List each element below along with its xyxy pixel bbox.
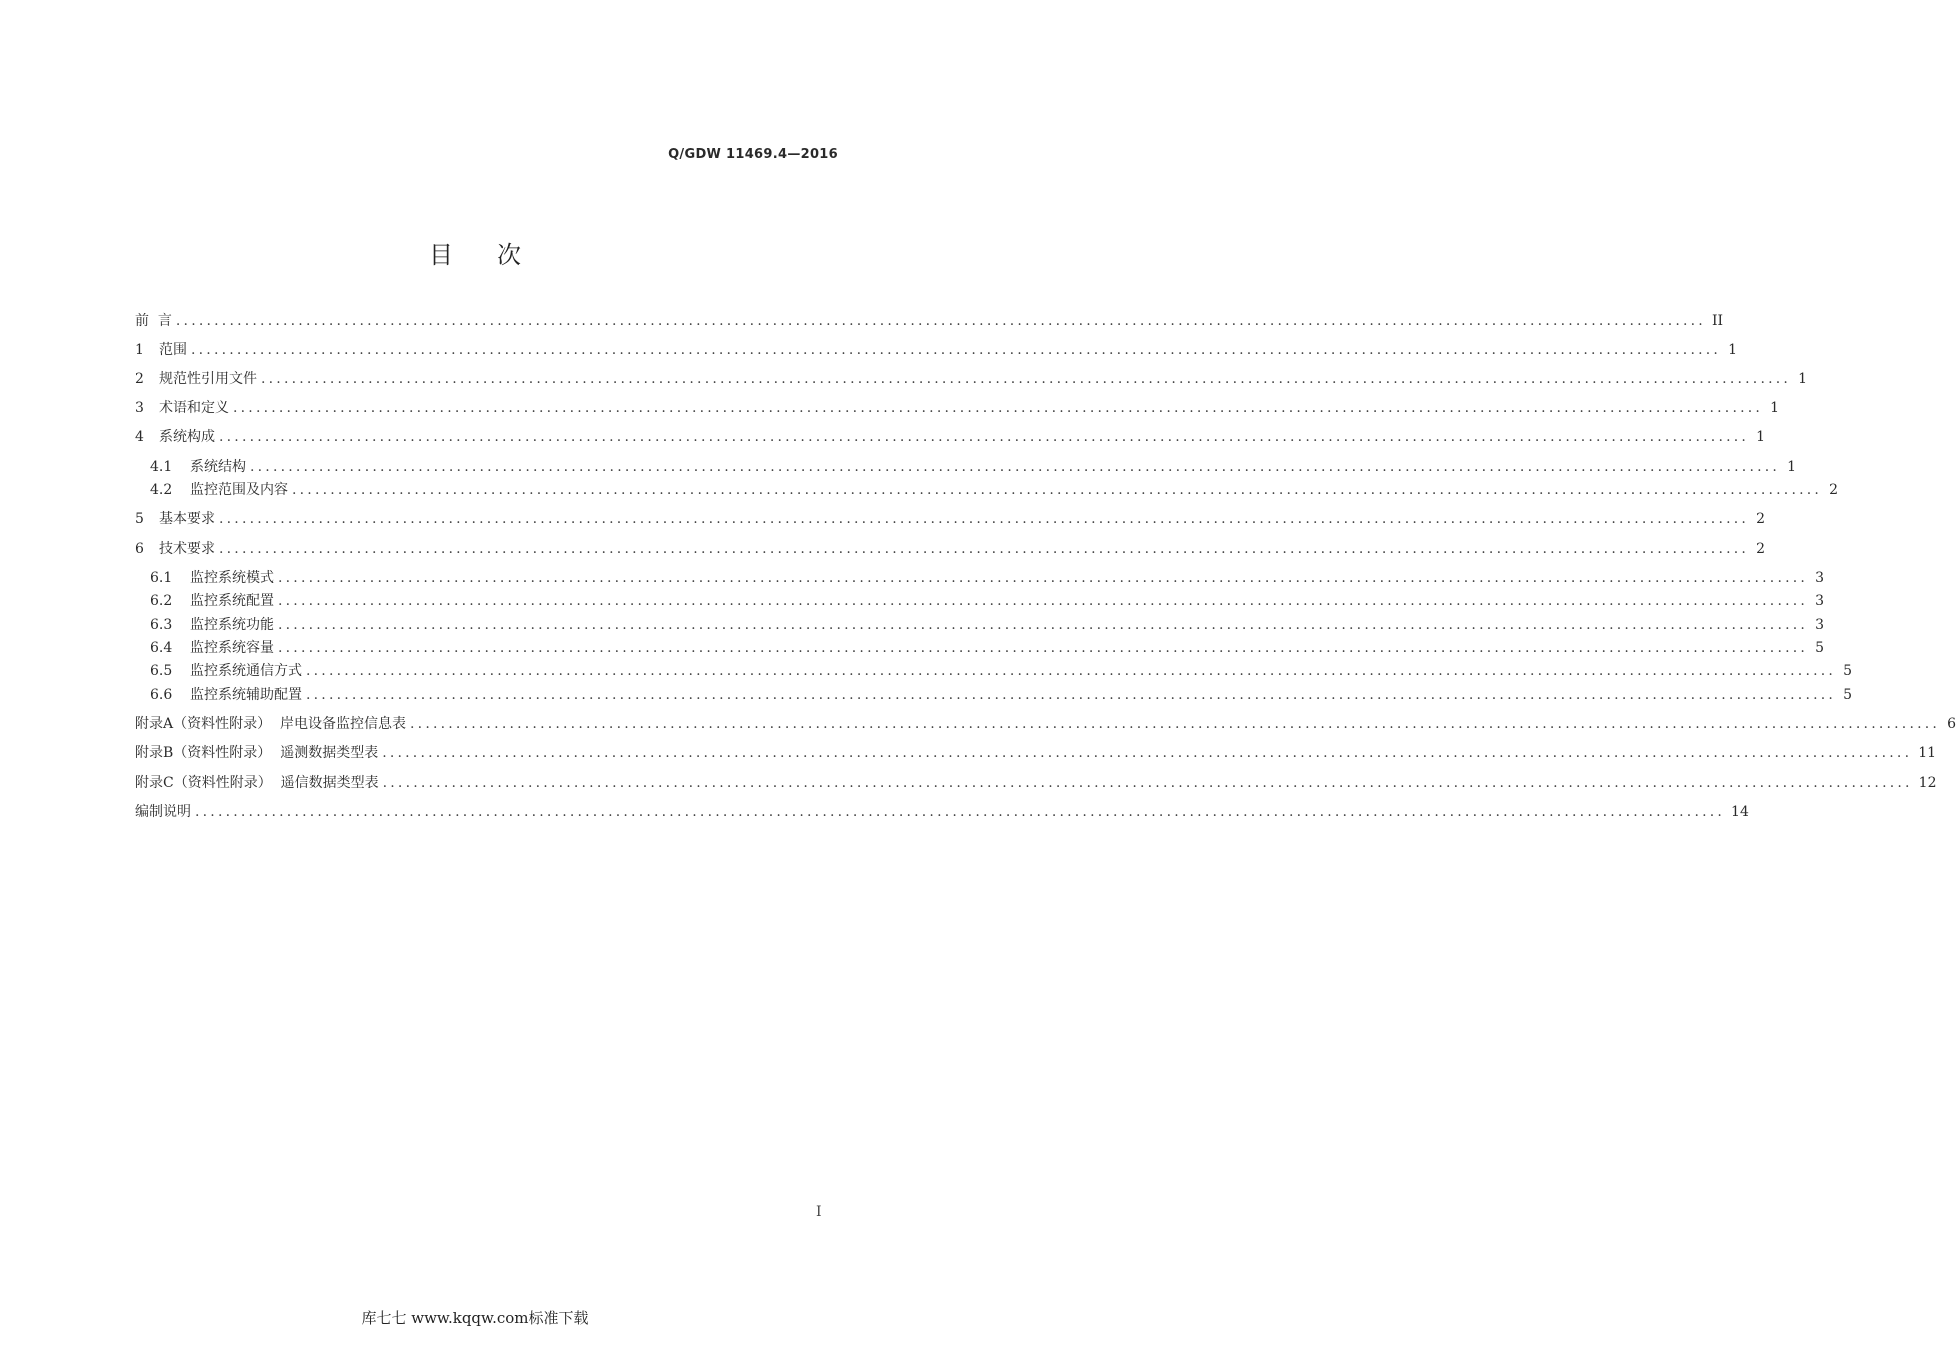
- toc-entry-number: 1: [135, 342, 144, 358]
- toc-leader-dots: ........................................................................................................................................................................................................: [195, 804, 1726, 820]
- toc-leader-dots: ........................................................................................................................................................................................................: [261, 371, 1792, 387]
- toc-entry-page: 11: [1918, 745, 1937, 761]
- toc-title: 目次: [429, 241, 565, 269]
- toc-entry-title: 监控系统辅助配置: [190, 687, 302, 703]
- toc-entry-title: 编制说明: [135, 804, 191, 820]
- toc-entry-number: 3: [135, 400, 144, 416]
- toc-leader-dots: ........................................................................................................................................................................................................: [191, 342, 1722, 358]
- toc-entry[interactable]: [150, 567, 1825, 589]
- toc-entry-title: 监控系统功能: [190, 617, 274, 633]
- toc-entry-page: 5: [1843, 663, 1853, 679]
- toc-leader-dots: ........................................................................................................................................................................................................: [175, 313, 1706, 329]
- toc-entry-page: 1: [1756, 429, 1766, 445]
- toc-entry-page: 5: [1815, 640, 1825, 656]
- standard-code: Q/GDW 11469.4—2016: [668, 147, 838, 162]
- toc-entry-title: 监控系统容量: [190, 640, 274, 656]
- toc-entry[interactable]: [135, 742, 1937, 764]
- toc-entry-number: 6.1: [150, 570, 173, 586]
- toc-entry[interactable]: [135, 397, 1780, 419]
- toc-entry-title: 系统构成: [159, 429, 215, 445]
- toc-leader-dots: ........................................................................................................................................................................................................: [250, 459, 1781, 475]
- toc-entry[interactable]: [135, 772, 1937, 794]
- toc-entry-title: 系统结构: [190, 459, 246, 475]
- toc-entry[interactable]: [135, 538, 1766, 560]
- watermark: 库七七 www.kqqw.com标准下载: [361, 1309, 589, 1327]
- toc-entry-number: 6.2: [150, 593, 173, 609]
- toc-entry-title: 附录C（资料性附录） 遥信数据类型表: [135, 775, 379, 791]
- toc-entry-page: 3: [1815, 570, 1825, 586]
- toc-entry[interactable]: [135, 801, 1749, 823]
- toc-entry-title: 附录A（资料性附录） 岸电设备监控信息表: [135, 716, 407, 732]
- toc-entry-number: 4: [135, 429, 144, 445]
- toc-leader-dots: ........................................................................................................................................................................................................: [233, 400, 1764, 416]
- toc-entry-number: 6.3: [150, 617, 173, 633]
- page-number: I: [816, 1204, 822, 1220]
- toc-entry-number: 2: [135, 371, 144, 387]
- toc-entry-title: 技术要求: [159, 541, 215, 557]
- toc-entry-number: 4.1: [150, 459, 173, 475]
- toc-entry[interactable]: [150, 614, 1825, 636]
- toc-leader-dots: ........................................................................................................................................................................................................: [278, 570, 1809, 586]
- toc-entry-page: 3: [1815, 593, 1825, 609]
- toc-entry-page: 14: [1731, 804, 1749, 820]
- toc-leader-dots: ........................................................................................................................................................................................................: [410, 716, 1941, 732]
- toc-entry-number: 5: [135, 511, 144, 527]
- toc-leader-dots: ........................................................................................................................................................................................................: [382, 745, 1913, 761]
- toc-leader-dots: ........................................................................................................................................................................................................: [278, 617, 1809, 633]
- toc-entry-page: 5: [1843, 687, 1853, 703]
- toc-entry-page: 3: [1815, 617, 1825, 633]
- toc-entry-page: 1: [1798, 371, 1808, 387]
- toc-entry[interactable]: [135, 713, 1956, 735]
- toc-entry[interactable]: [135, 368, 1808, 390]
- toc-leader-dots: ........................................................................................................................................................................................................: [306, 687, 1837, 703]
- toc-entry-title: 前 言: [135, 313, 172, 329]
- toc-entry-page: 1: [1787, 459, 1797, 475]
- toc-entry-page: 1: [1770, 400, 1780, 416]
- toc-leader-dots: ........................................................................................................................................................................................................: [219, 511, 1750, 527]
- toc-entry-number: 6.5: [150, 663, 173, 679]
- toc-leader-dots: ........................................................................................................................................................................................................: [219, 429, 1750, 445]
- toc-entry-title: 范围: [159, 342, 187, 358]
- toc-entry-title: 监控范围及内容: [190, 482, 288, 498]
- toc-entry-page: 2: [1829, 482, 1839, 498]
- toc-entry-number: 4.2: [150, 482, 173, 498]
- toc-entry[interactable]: [135, 508, 1766, 530]
- toc-entry-page: II: [1711, 313, 1724, 329]
- toc-entry-page: 2: [1756, 541, 1766, 557]
- toc-entry[interactable]: [150, 590, 1825, 612]
- toc-entry-title: 基本要求: [159, 511, 215, 527]
- toc-leader-dots: ........................................................................................................................................................................................................: [278, 640, 1809, 656]
- toc-entry[interactable]: [150, 479, 1839, 501]
- toc-leader-dots: ........................................................................................................................................................................................................: [306, 663, 1837, 679]
- toc-entry-title: 监控系统通信方式: [190, 663, 302, 679]
- toc-entry-title: 监控系统配置: [190, 593, 274, 609]
- toc-entry-number: 6.4: [150, 640, 173, 656]
- toc-entry-title: 附录B（资料性附录） 遥测数据类型表: [135, 745, 379, 761]
- toc-entry[interactable]: [150, 660, 1853, 682]
- toc-entry[interactable]: [135, 310, 1724, 332]
- toc-entry-title: 规范性引用文件: [159, 371, 257, 387]
- toc-entry-number: 6.6: [150, 687, 173, 703]
- toc-entry-page: 6: [1947, 716, 1956, 732]
- toc-leader-dots: ........................................................................................................................................................................................................: [382, 775, 1913, 791]
- toc-entry[interactable]: [150, 684, 1853, 706]
- toc-entry-number: 6: [135, 541, 144, 557]
- toc-entry[interactable]: [150, 456, 1797, 478]
- toc-entry-title: 监控系统模式: [190, 570, 274, 586]
- toc-leader-dots: ........................................................................................................................................................................................................: [278, 593, 1809, 609]
- toc-entry[interactable]: [135, 426, 1766, 448]
- toc-entry[interactable]: [150, 637, 1825, 659]
- toc-entry-page: 2: [1756, 511, 1766, 527]
- toc-entry-title: 术语和定义: [159, 400, 229, 416]
- toc-entry[interactable]: [135, 339, 1738, 361]
- toc-leader-dots: ........................................................................................................................................................................................................: [292, 482, 1823, 498]
- toc-entry-page: 12: [1918, 775, 1937, 791]
- toc-entry-page: 1: [1728, 342, 1738, 358]
- toc-leader-dots: ........................................................................................................................................................................................................: [219, 541, 1750, 557]
